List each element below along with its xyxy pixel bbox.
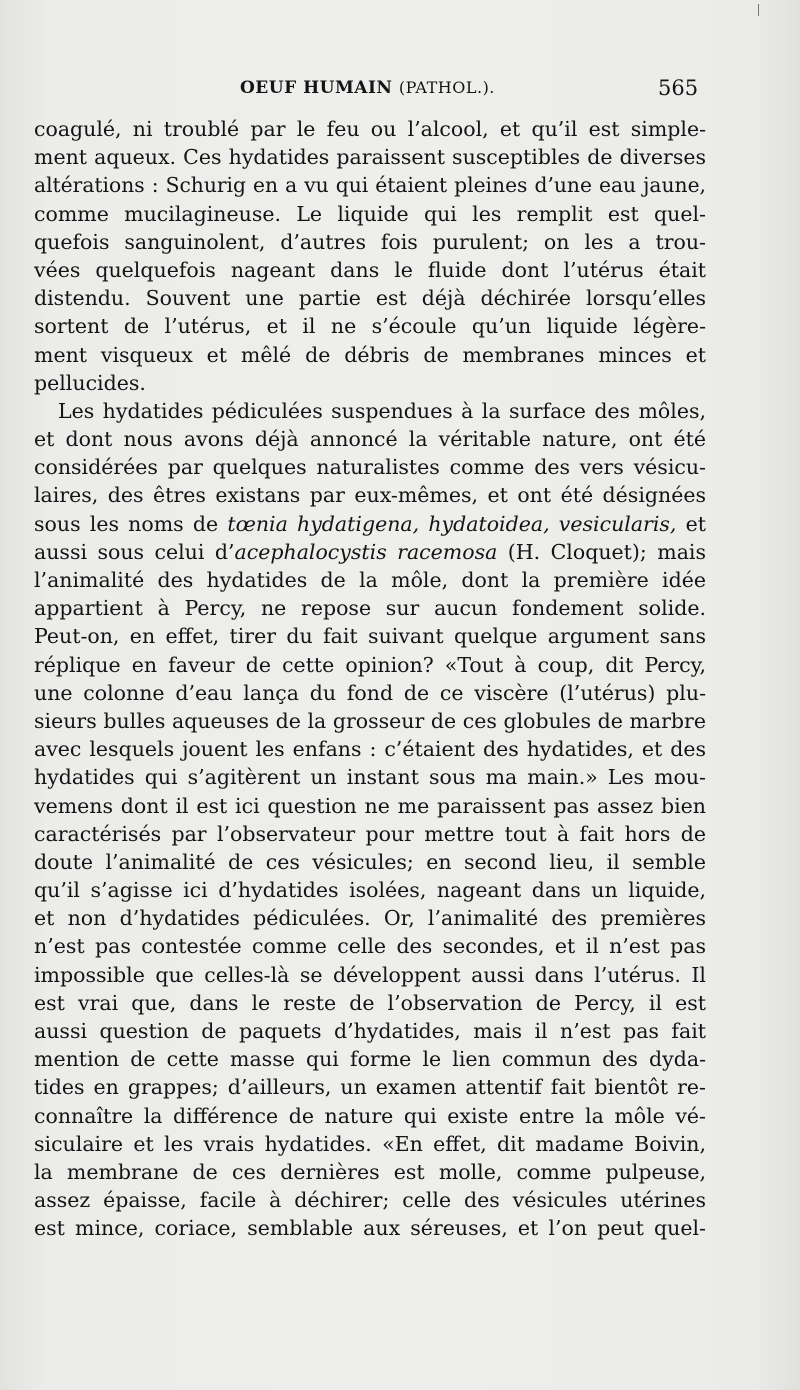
text-line: une colonne d’eau lança du fond de ce viscère (l’utérus) plu- — [34, 680, 706, 705]
text-line: hydatides qui s’agitèrent un instant sous ma main.» Les mou- — [34, 765, 706, 790]
text-line: considérées par quelques naturalistes comme des vers vésicu- — [34, 455, 706, 480]
text-line: n’est pas contestée comme celle des secondes, et il n’est pas — [34, 934, 706, 959]
italic-term: acephalocystis racemosa — [234, 539, 498, 564]
text-run: aussi sous celui d’ — [34, 539, 235, 564]
text-line: réplique en faveur de cette opinion? «Tout à coup, dit Percy, — [34, 652, 706, 677]
text-run: et — [676, 511, 706, 536]
text-run: (H. Cloquet); mais — [497, 539, 706, 564]
running-head-title — [240, 78, 495, 98]
italic-term: tœnia hydatigena, hydatoidea, vesicularis, — [227, 511, 677, 536]
text-line: impossible que celles-là se développent aussi dans l’utérus. Il — [34, 962, 706, 987]
text-line: mention de cette masse qui forme le lien commun des dyda- — [34, 1047, 706, 1072]
text-line: sieurs bulles aqueuses de la grosseur de ces globules de marbre — [34, 708, 706, 733]
text-line: tides en grappes; d’ailleurs, un examen attentif fait bientôt re- — [34, 1075, 706, 1100]
text-line: distendu. Souvent une partie est déjà déchirée lorsqu’elles — [34, 286, 706, 311]
text-line: la membrane de ces dernières est molle, comme pulpeuse, — [34, 1159, 706, 1184]
text-line: est mince, coriace, semblable aux séreuses, et l’on peut quel- — [34, 1216, 706, 1241]
running-head-title-text: OEUF HUMAIN — [240, 78, 393, 98]
body-text — [34, 115, 706, 1243]
text-line: avec lesquels jouent les enfans : c’étaient des hydatides, et des — [34, 737, 706, 762]
paragraph-end-line: pellucides. — [34, 370, 146, 395]
text-line: l’animalité des hydatides de la môle, dont la première idée — [34, 568, 706, 592]
running-head — [0, 78, 800, 108]
text-line: ment visqueux et mêlé de débris de membranes minces et — [34, 342, 706, 367]
text-line: qu’il s’agisse ici d’hydatides isolées, nageant dans un liquide, — [34, 878, 706, 903]
text-line: Peut-on, en effet, tirer du fait suivant quelque argument sans — [34, 624, 706, 649]
text-line-with-italics — [34, 538, 706, 566]
running-head-section: (PATHOL.). — [398, 78, 495, 97]
text-run: sous les noms de — [34, 511, 228, 536]
text-line: coagulé, ni troublé par le feu ou l’alcool, et qu’il est simple- — [34, 117, 706, 141]
text-line: caractérisés par l’observateur pour mettre tout à fait hors de — [34, 821, 706, 846]
text-line: connaître la différence de nature qui existe entre la môle vé- — [34, 1103, 706, 1128]
text-line: vées quelquefois nageant dans le fluide dont l’utérus était — [34, 257, 706, 282]
text-line: vemens dont il est ici question ne me paraissent pas assez bien — [34, 793, 706, 818]
text-line: altérations : Schurig en a vu qui étaient pleines d’une eau jaune, — [34, 173, 706, 198]
text-line: comme mucilagineuse. Le liquide qui les remplit est quel- — [34, 201, 706, 226]
text-line-with-italics — [34, 510, 706, 538]
page-edge-mark — [758, 4, 759, 16]
text-line: laires, des êtres existans par eux-mêmes, et ont été désignées — [34, 483, 706, 508]
text-line: assez épaisse, facile à déchirer; celle des vésicules utérines — [34, 1188, 706, 1213]
page-number: 565 — [658, 76, 699, 100]
text-line: et dont nous avons déjà annoncé la véritable nature, ont été — [34, 427, 706, 452]
paragraph-start-line: Les hydatides pédiculées suspendues à la surface des môles, — [58, 398, 706, 423]
text-line: appartient à Percy, ne repose sur aucun fondement solide. — [34, 596, 706, 621]
text-line: est vrai que, dans le reste de l’observation de Percy, il est — [34, 990, 706, 1015]
text-line: siculaire et les vrais hydatides. «En effet, dit madame Boivin, — [34, 1131, 706, 1156]
text-line: aussi question de paquets d’hydatides, mais il n’est pas fait — [34, 1019, 706, 1043]
text-line: quefois sanguinolent, d’autres fois purulent; on les a trou- — [34, 229, 706, 254]
text-line: et non d’hydatides pédiculées. Or, l’animalité des premières — [34, 906, 706, 931]
text-line: doute l’animalité de ces vésicules; en second lieu, il semble — [34, 849, 706, 874]
text-line: ment aqueux. Ces hydatides paraissent susceptibles de diverses — [34, 145, 706, 170]
text-line: sortent de l’utérus, et il ne s’écoule qu’un liquide légère- — [34, 314, 706, 339]
